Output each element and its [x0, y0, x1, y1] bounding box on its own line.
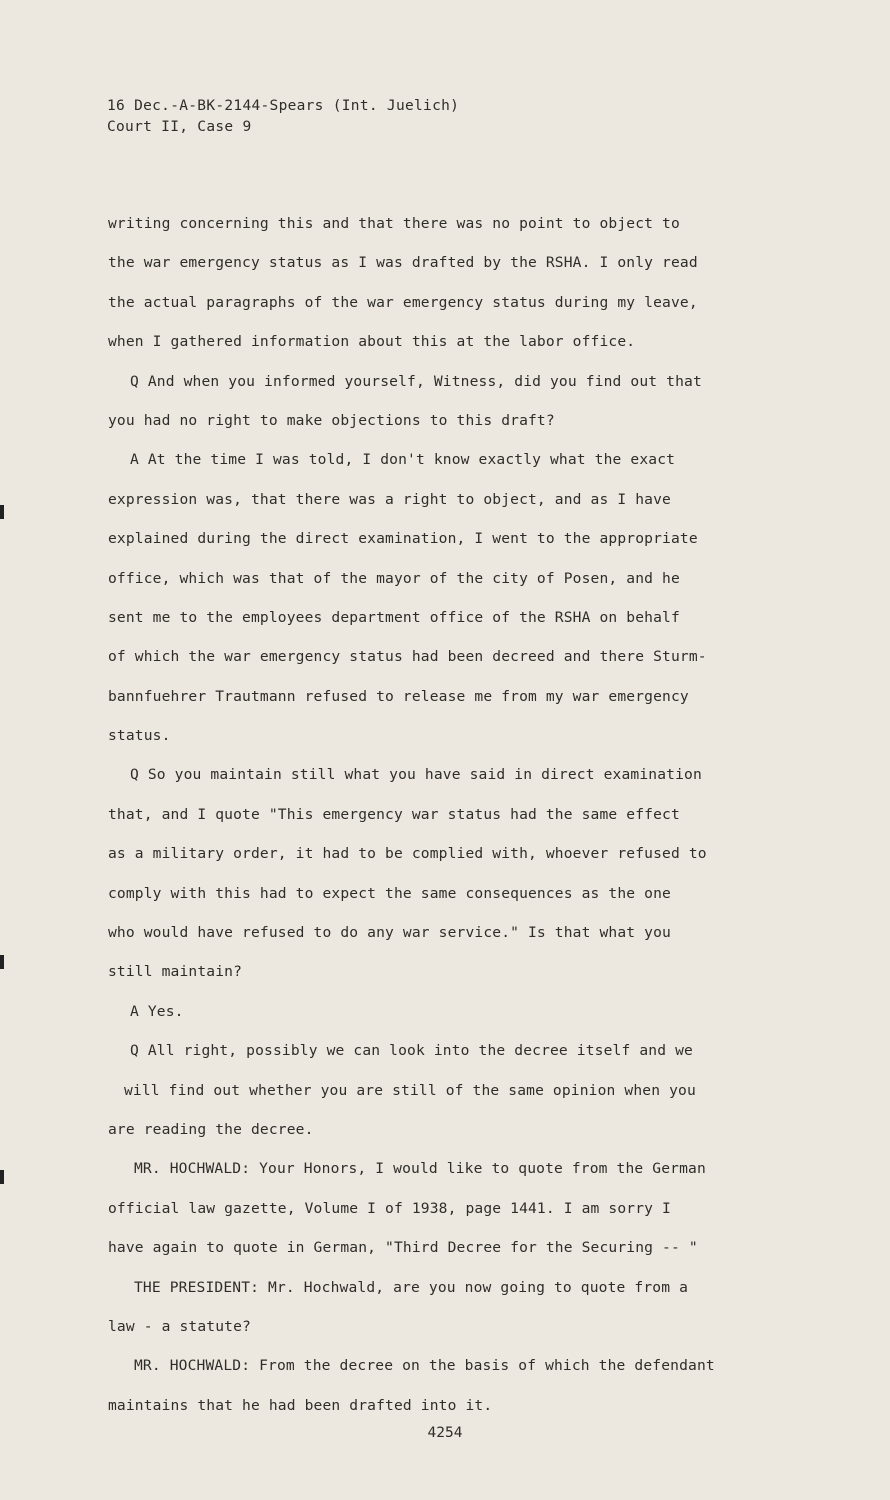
transcript-line: the war emergency status as I was drafted by the RSHA. I only read: [108, 254, 698, 272]
transcript-line: official law gazette, Volume I of 1938, page 1441. I am sorry I: [108, 1199, 671, 1217]
transcript-line: that, and I quote "This emergency war status had the same effect: [108, 805, 680, 823]
transcript-line: law - a statute?: [108, 1317, 251, 1335]
transcript-line: who would have refused to do any war service." Is that what you: [108, 924, 671, 942]
transcript-line: the actual paragraphs of the war emergency status during my leave,: [108, 293, 698, 311]
header-line-1: 16 Dec.-A-BK-2144-Spears (Int. Juelich): [107, 98, 460, 114]
binding-mark: [0, 1170, 4, 1184]
transcript-line: bannfuehrer Trautmann refused to release me from my war emergency: [108, 687, 689, 705]
transcript-line: explained during the direct examination, I went to the appropriate: [108, 530, 698, 548]
header-line-2: Court II, Case 9: [107, 119, 252, 135]
transcript-line: MR. HOCHWALD: From the decree on the basis of which the defendant: [134, 1357, 715, 1375]
transcript-line: will find out whether you are still of the same opinion when you: [124, 1081, 696, 1099]
page-number: 4254: [427, 1425, 463, 1441]
transcript-line: as a military order, it had to be complied with, whoever refused to: [108, 845, 707, 863]
transcript-line: A Yes.: [130, 1002, 184, 1020]
transcript-line: THE PRESIDENT: Mr. Hochwald, are you now going to quote from a: [134, 1278, 689, 1296]
transcript-line: you had no right to make objections to this draft?: [108, 411, 555, 429]
transcript-line: status.: [108, 727, 171, 745]
transcript-line: have again to quote in German, "Third Decree for the Securing -- ": [108, 1239, 698, 1257]
binding-mark: [0, 505, 4, 519]
transcript-line: Q All right, possibly we can look into the decree itself and we: [130, 1042, 693, 1060]
transcript-line: Q And when you informed yourself, Witness, did you find out that: [130, 372, 702, 390]
transcript-line: still maintain?: [108, 963, 243, 981]
transcript-line: of which the war emergency status had been decreed and there Sturm-: [108, 648, 707, 666]
transcript-line: comply with this had to expect the same consequences as the one: [108, 884, 671, 902]
transcript-line: office, which was that of the mayor of the city of Posen, and he: [108, 569, 680, 587]
transcript-line: writing concerning this and that there was no point to object to: [108, 215, 680, 232]
transcript-line: sent me to the employees department office of the RSHA on behalf: [108, 608, 680, 626]
transcript-line: maintains that he had been drafted into it.: [108, 1396, 493, 1414]
transcript-line: Q So you maintain still what you have said in direct examination: [130, 766, 702, 784]
document-header: [107, 96, 459, 138]
transcript-line: are reading the decree.: [108, 1120, 314, 1138]
binding-mark: [0, 955, 4, 969]
transcript-line: when I gathered information about this at the labor office.: [108, 333, 636, 351]
transcript-body: [108, 204, 788, 1425]
transcript-line: expression was, that there was a right to object, and as I have: [108, 490, 671, 508]
transcript-line: A At the time I was told, I don't know exactly what the exact: [130, 451, 676, 469]
transcript-line: MR. HOCHWALD: Your Honors, I would like to quote from the German: [134, 1160, 706, 1178]
